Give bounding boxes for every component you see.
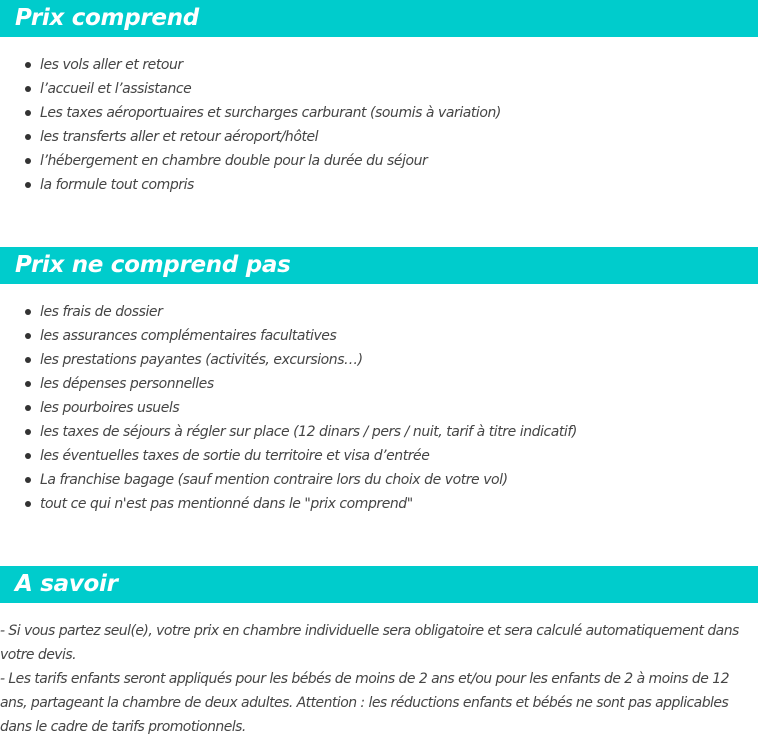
list-item-text: l’accueil et l’assistance: [40, 81, 192, 97]
bullet-icon: [25, 182, 31, 188]
list-item: [0, 77, 758, 101]
list-item-text: les taxes de séjours à régler sur place (12 dinars / pers / nuit, tarif à titre indicatif): [40, 424, 577, 440]
bullet-icon: [25, 333, 31, 339]
list-item-text: les transferts aller et retour aéroport/hôtel: [40, 129, 319, 145]
list-item: [0, 348, 758, 372]
bullet-icon: [25, 158, 31, 164]
list-item: [0, 444, 758, 468]
list-item: [0, 372, 758, 396]
list-item: [0, 420, 758, 444]
list-item: [0, 101, 758, 125]
list-item-text: les éventuelles taxes de sortie du territoire et visa d’entrée: [40, 448, 430, 464]
bullet-icon: [25, 357, 31, 363]
list-item-text: tout ce qui n'est pas mentionné dans le "prix comprend": [40, 496, 413, 512]
list-item-text: les dépenses personnelles: [40, 376, 214, 392]
bullet-icon: [25, 86, 31, 92]
list-item-text: la formule tout compris: [40, 177, 194, 193]
list-item: [0, 396, 758, 420]
section-header-prix-comprend: [0, 0, 758, 37]
section-title: A savoir: [15, 571, 118, 597]
bullet-icon: [25, 477, 31, 483]
list-item: [0, 149, 758, 173]
list-item: [0, 324, 758, 348]
list-item-text: les assurances complémentaires facultatives: [40, 328, 337, 344]
section-title: Prix comprend: [15, 5, 199, 31]
a-savoir-paragraph: - Les tarifs enfants seront appliqués pour les bébés de moins de 2 ans et/ou pour les enfants de 2 à moins de 12 ans, partageant la chambre de deux adultes. Attention : les réductions enfants et bébés ne sont pas applicables dans le cadre de tarifs promotionnels.: [0, 671, 729, 735]
list-item: [0, 125, 758, 149]
bullet-icon: [25, 110, 31, 116]
bullet-icon: [25, 381, 31, 387]
list-item: [0, 53, 758, 77]
bullet-icon: [25, 309, 31, 315]
list-item: [0, 468, 758, 492]
list-item-text: La franchise bagage (sauf mention contraire lors du choix de votre vol): [40, 472, 508, 488]
bullet-icon: [25, 453, 31, 459]
a-savoir-body: [0, 619, 758, 739]
list-item-text: Les taxes aéroportuaires et surcharges carburant (soumis à variation): [40, 105, 501, 121]
list-item-text: les prestations payantes (activités, excursions…): [40, 352, 363, 368]
section-header-a-savoir: [0, 566, 758, 603]
section-title: Prix ne comprend pas: [15, 252, 291, 278]
included-list: [0, 53, 758, 197]
bullet-icon: [25, 501, 31, 507]
list-item-text: les pourboires usuels: [40, 400, 180, 416]
bullet-icon: [25, 134, 31, 140]
bullet-icon: [25, 429, 31, 435]
list-item: [0, 492, 758, 516]
bullet-icon: [25, 62, 31, 68]
a-savoir-paragraph: - Si vous partez seul(e), votre prix en chambre individuelle sera obligatoire et sera calculé automatiquement dans votre devis.: [0, 623, 739, 663]
excluded-list: [0, 300, 758, 516]
list-item-text: l’hébergement en chambre double pour la durée du séjour: [40, 153, 428, 169]
list-item-text: les vols aller et retour: [40, 57, 183, 73]
list-item-text: les frais de dossier: [40, 304, 163, 320]
section-header-prix-ne-comprend-pas: [0, 247, 758, 284]
bullet-icon: [25, 405, 31, 411]
list-item: [0, 300, 758, 324]
list-item: [0, 173, 758, 197]
